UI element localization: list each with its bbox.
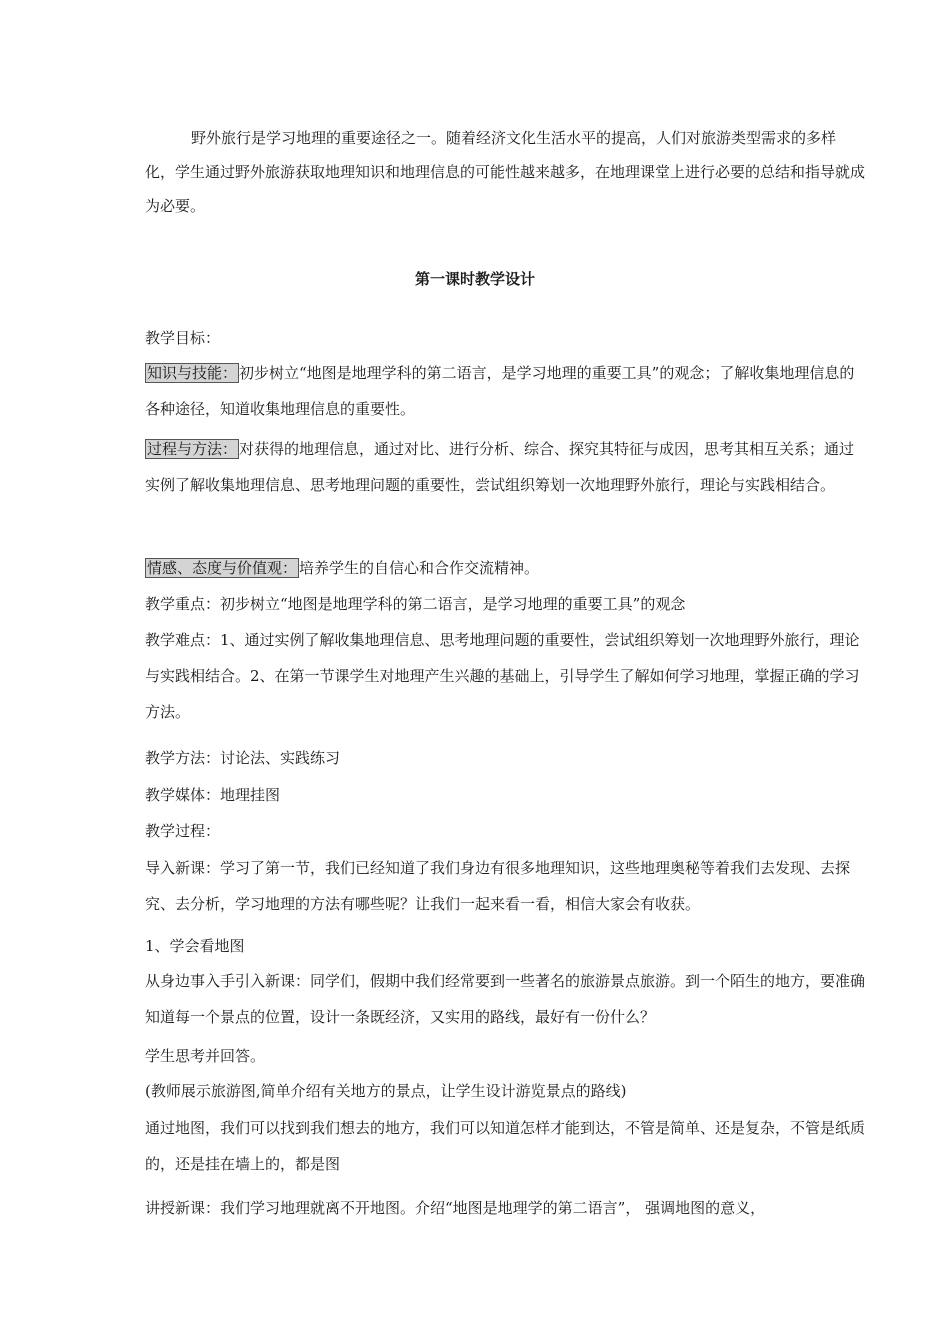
process-heading: 教学过程： xyxy=(145,822,221,840)
objective-knowledge xyxy=(145,355,865,427)
intro-paragraph: 野外旅行是学习地理的重要途径之一。随着经济文化生活水平的提高，人们对旅游类型需求的多样化，学生通过野外旅游获取地理知识和地理信息的可能性越来越多，在地理课堂上进行必要的总结和指导就成为必要。 xyxy=(145,129,866,215)
objective-tag: 情感、态度与价值观： xyxy=(147,559,298,577)
intro-lesson-paragraph: 导入新课：学习了第一节，我们已经知道了我们身边有很多地理知识，这些地理奥秘等着我们去发现、去探究、去分析，学习地理的方法有哪些呢？让我们一起来看一看，相信大家会有收获。 xyxy=(145,859,851,913)
students-answer-line: 学生思考并回答。 xyxy=(145,1047,266,1065)
lecture-line: 讲授新课：我们学习地理就离不开地图。介绍“地图是地理学的第二语言”， 强调地图的意义， xyxy=(145,1199,766,1217)
objective-tag: 过程与方法： xyxy=(147,440,238,458)
objective-text: 培养学生的自信心和合作交流精神。 xyxy=(299,559,540,577)
objective-text: 初步树立“地图是地理学科的第二语言，是学习地理的重要工具”的观念；了解收集地理信息的各种途径，知道收集地理信息的重要性。 xyxy=(145,364,855,418)
objective-tag: 知识与技能： xyxy=(147,364,238,382)
via-map-paragraph: 通过地图，我们可以找到我们想去的地方，我们可以知道怎样才能到达，不管是简单、还是复杂，不管是纸质的，还是挂在墙上的，都是图 xyxy=(145,1119,866,1173)
teacher-note-line: (教师展示旅游图,简单介绍有关地方的景点，让学生设计游览景点的路线) xyxy=(145,1082,627,1100)
objective-emotion xyxy=(145,550,865,586)
difficulty-paragraph: 教学难点：1、通过实例了解收集地理信息、思考地理问题的重要性，尝试组织筹划一次地理野外旅行，理论与实践相结合。2、在第一节课学生对地理产生兴趣的基础上，引导学生了解如何学习地理，掌握正确的学习方法。 xyxy=(145,631,860,721)
key-point: 教学重点：初步树立“地图是地理学科的第二语言，是学习地理的重要工具”的观念 xyxy=(145,595,686,613)
objective-text: 对获得的地理信息，通过对比、进行分析、综合、探究其特征与成因，思考其相互关系；通过实例了解收集地理信息、思考地理问题的重要性，尝试组织筹划一次地理野外旅行，理论与实践相结合。 xyxy=(145,440,855,494)
page-title: 第一课时教学设计 xyxy=(414,270,535,288)
method-line: 教学方法：讨论法、实践练习 xyxy=(145,749,341,767)
section-heading: 1、学会看地图 xyxy=(145,937,245,955)
media-line: 教学媒体：地理挂图 xyxy=(145,786,281,804)
objective-process xyxy=(145,431,865,503)
lead-in-paragraph: 从身边事入手引入新课：同学们，假期中我们经常要到一些著名的旅游景点旅游。到一个陌生的地方，要准确知道每一个景点的位置，设计一条既经济，又实用的路线，最好有一份什么？ xyxy=(145,972,866,1026)
objectives-heading: 教学目标： xyxy=(145,329,221,347)
